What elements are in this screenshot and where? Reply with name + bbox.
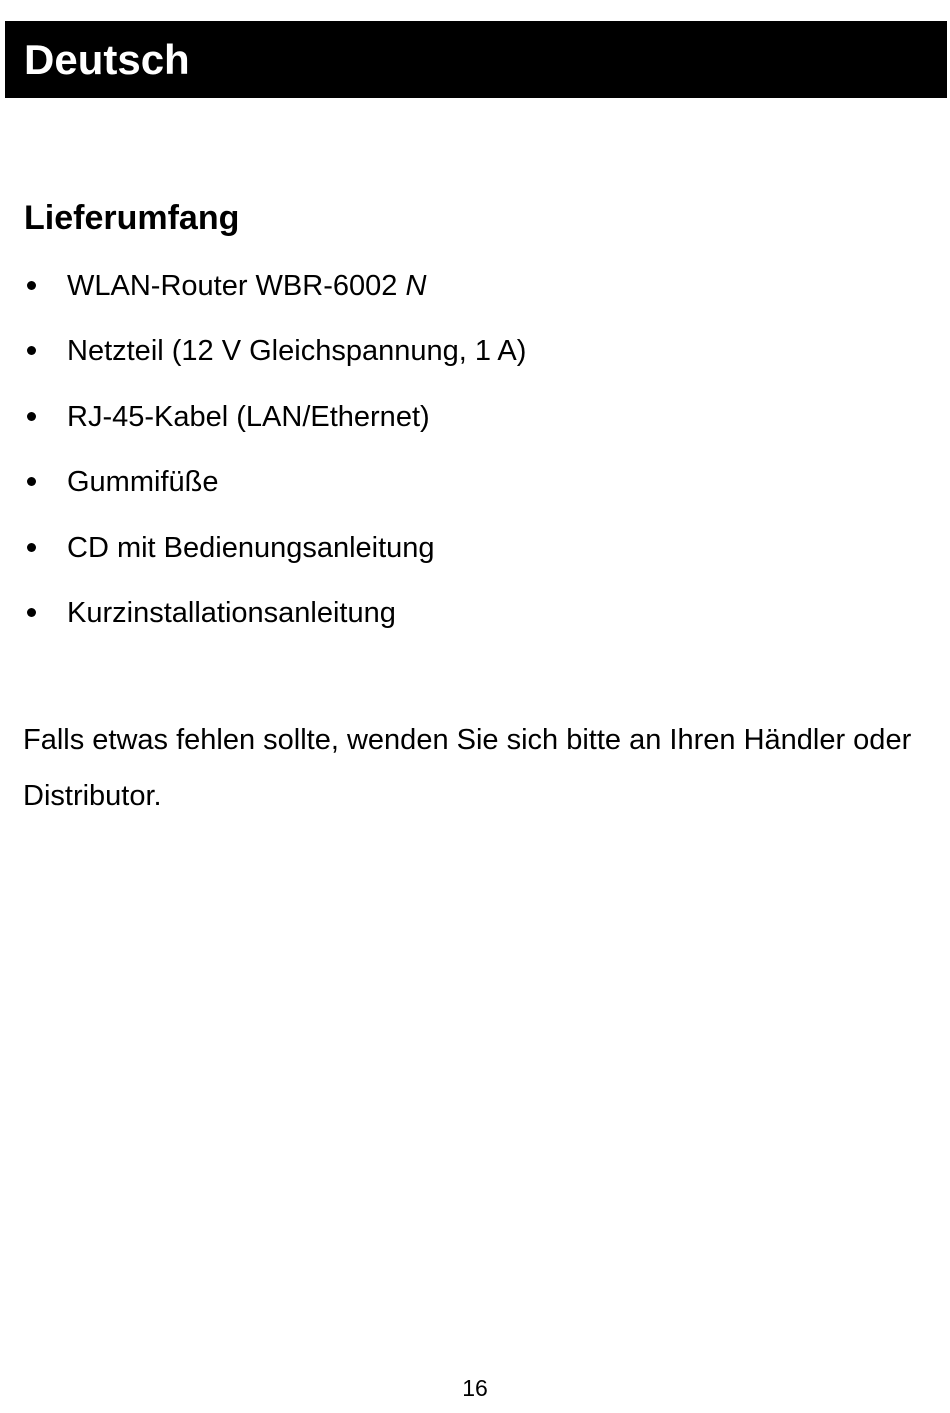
list-item-text: CD mit Bedienungsanleitung (67, 531, 435, 564)
bullet-icon (27, 543, 36, 552)
language-title: Deutsch (24, 36, 190, 83)
missing-items-note: Falls etwas fehlen sollte, wenden Sie sich bitte an Ihren Händler oder Distributor. (23, 724, 912, 812)
list-item-suffix: N (405, 270, 427, 302)
page-number: 16 (462, 1375, 488, 1401)
list-item-text: RJ-45-Kabel (LAN/Ethernet) (67, 400, 430, 433)
list-item-text: Gummifüße (67, 466, 219, 499)
section-title: Lieferumfang (24, 199, 240, 237)
list-item-text: Netzteil (12 V Gleichspannung, 1 A) (67, 335, 527, 368)
language-header-bar (5, 21, 947, 98)
bullet-icon (27, 477, 36, 486)
bullet-icon (27, 608, 36, 617)
bullet-icon (27, 412, 36, 421)
list-item-text: WLAN-Router WBR-6002 (67, 270, 406, 302)
bullet-icon (27, 346, 36, 355)
bullet-icon (27, 281, 36, 290)
list-item-text: Kurzinstallationsanleitung (67, 596, 396, 629)
